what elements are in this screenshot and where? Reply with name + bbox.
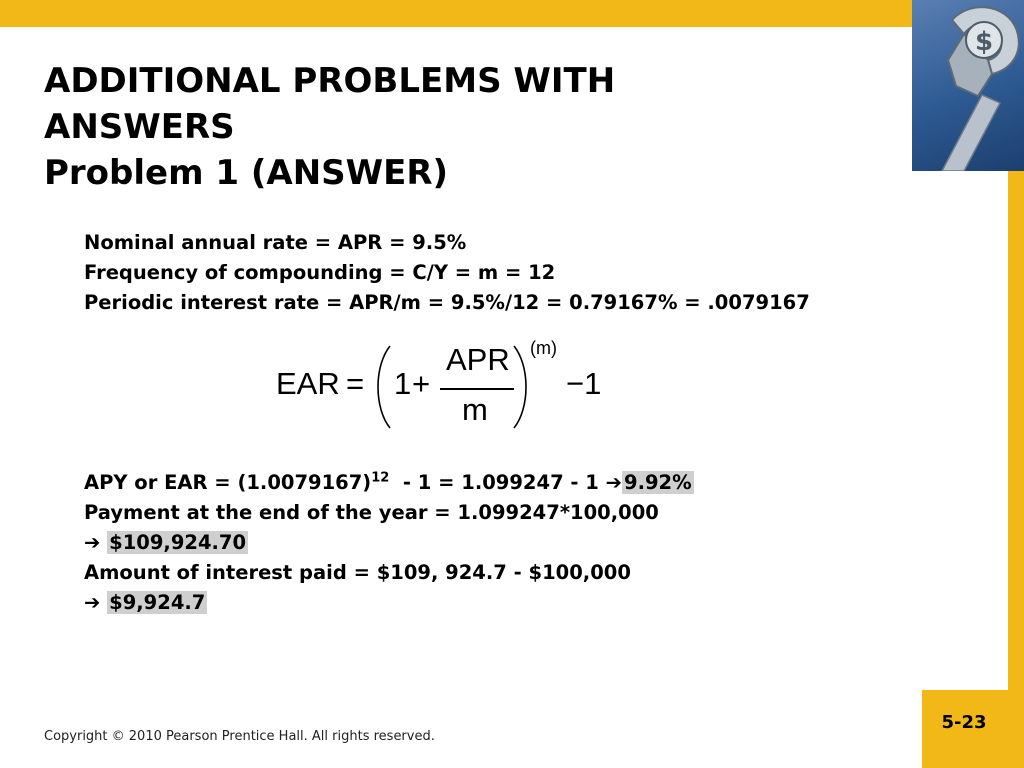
copyright-notice: Copyright © 2010 Pearson Prentice Hall. All rights reserved. <box>44 729 435 744</box>
interest-result-line <box>84 588 964 618</box>
page-number: 5-23 <box>941 712 987 733</box>
payment-result: $109,924.70 <box>109 531 247 554</box>
top-accent-bar <box>0 0 1024 27</box>
given-values <box>84 228 964 318</box>
arrow-right-icon: ➔ <box>84 531 101 554</box>
apy-prefix: APY or EAR = (1.0079167) <box>84 471 372 494</box>
formula-exponent: (m) <box>530 338 557 358</box>
interest-line: Amount of interest paid = $109, 924.7 - $100,000 <box>84 561 631 584</box>
apy-line <box>84 468 964 498</box>
wrench-dollar-logo <box>912 0 1024 171</box>
given-apr: Nominal annual rate = APR = 9.5% <box>84 231 467 254</box>
svg-text:$: $ <box>974 27 994 57</box>
given-periodic-rate: Periodic interest rate = APR/m = 9.5%/12 = 0.79167% = .0079167 <box>84 291 810 314</box>
formula-minus-one: −1 <box>566 366 602 401</box>
arrow-right-icon: ➔ <box>84 591 101 614</box>
formula-equals: = <box>346 366 365 401</box>
right-paren <box>510 344 532 430</box>
formula-numerator: APR <box>446 342 510 377</box>
apy-mid: - 1 = 1.099247 - 1 <box>389 471 606 494</box>
arrow-right-icon: ➔ <box>605 471 623 494</box>
formula-lhs: EAR <box>276 366 340 401</box>
title-line-1: ADDITIONAL PROBLEMS WITH <box>44 61 616 101</box>
apy-result: 9.92% <box>624 471 692 494</box>
formula-one: 1 <box>394 366 412 401</box>
answers <box>84 468 964 618</box>
formula-plus: + <box>412 366 431 401</box>
given-frequency: Frequency of compounding = C/Y = m = 12 <box>84 261 556 284</box>
apy-exponent: 12 <box>371 470 390 486</box>
payment-result-line <box>84 528 964 558</box>
payment-line: Payment at the end of the year = 1.099247*100,000 <box>84 501 659 524</box>
slide-title <box>44 58 904 196</box>
title-line-2: ANSWERS <box>44 107 235 147</box>
title-line-3: Problem 1 (ANSWER) <box>44 153 449 193</box>
left-paren <box>372 344 394 430</box>
fraction-bar <box>440 388 514 390</box>
ear-formula <box>270 336 630 436</box>
formula-denominator: m <box>462 392 488 427</box>
interest-result: $9,924.7 <box>109 591 206 614</box>
